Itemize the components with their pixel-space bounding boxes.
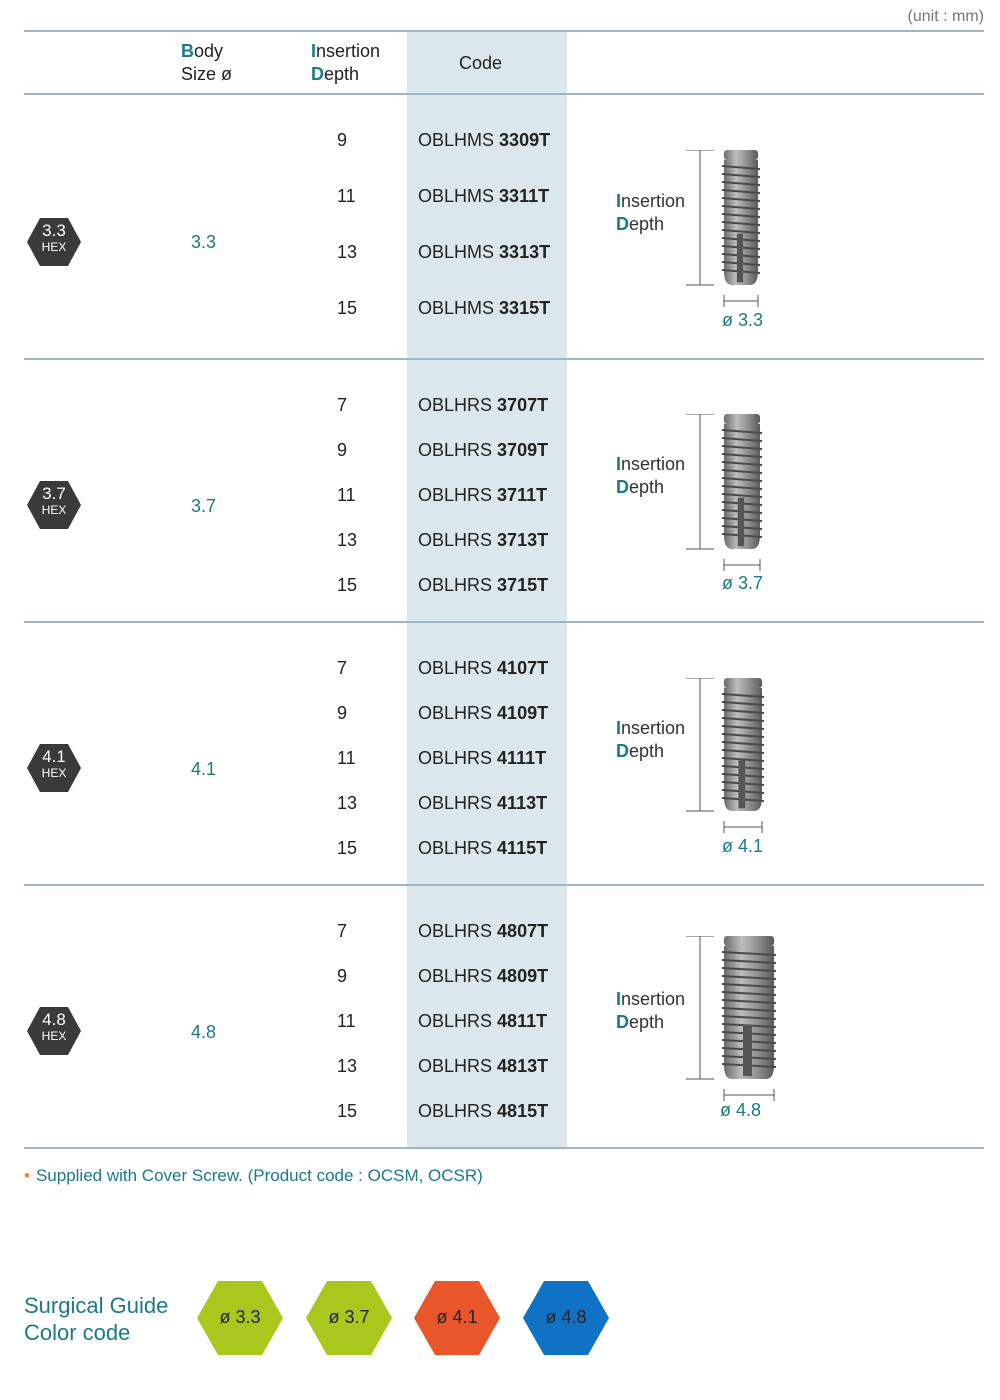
hex-badge-size: 3.7 xyxy=(42,484,66,503)
product-code: OBLHRS 4113T xyxy=(418,793,548,813)
insertion-depth-value: 11 xyxy=(337,748,356,768)
insertion-depth-value: 13 xyxy=(337,530,358,550)
product-code: OBLHMS 3315T xyxy=(418,298,551,318)
section-divider xyxy=(24,1147,984,1149)
insertion-depth-value: 7 xyxy=(337,921,348,941)
insertion-depth-label: Insertion Depth xyxy=(616,191,686,234)
guide-color-label: ø 3.3 xyxy=(219,1307,261,1327)
product-code: OBLHRS 4809T xyxy=(418,966,549,986)
hex-badge-label: HEX xyxy=(41,240,67,254)
header-bottom-rule xyxy=(24,93,984,95)
table-row xyxy=(24,485,584,509)
table-row xyxy=(24,658,584,682)
guide-color-hex xyxy=(522,1280,610,1356)
body-size-value: 4.8 xyxy=(191,1022,217,1042)
table-row xyxy=(24,575,584,599)
product-code: OBLHRS 3715T xyxy=(418,575,549,595)
table-row xyxy=(24,966,584,990)
table-top-rule xyxy=(24,30,984,32)
section-divider xyxy=(24,884,984,886)
body-size-value: 3.3 xyxy=(191,232,217,252)
implant-diameter-label: ø 3.3 xyxy=(722,310,764,330)
guide-color-hex xyxy=(305,1280,393,1356)
product-code: OBLHRS 4815T xyxy=(418,1101,549,1121)
implant-diameter-label: ø 4.8 xyxy=(720,1100,762,1120)
insertion-depth-value: 13 xyxy=(337,242,358,262)
hex-badge-label: HEX xyxy=(41,766,67,780)
hex-badge-size: 3.3 xyxy=(42,221,66,240)
implant-illustration xyxy=(684,678,782,856)
guide-color-label: ø 3.7 xyxy=(328,1307,370,1327)
table-row xyxy=(24,1011,584,1035)
header-body-size: Body Size ø xyxy=(181,41,233,84)
insertion-depth-value: 9 xyxy=(337,130,348,150)
table-row xyxy=(24,530,584,554)
product-code: OBLHMS 3311T xyxy=(418,186,550,206)
implant-diameter-label: ø 4.1 xyxy=(722,836,764,856)
product-code: OBLHMS 3313T xyxy=(418,242,551,262)
insertion-depth-value: 11 xyxy=(337,186,356,206)
header-insertion-depth: Insertion Depth xyxy=(311,41,381,84)
implant-diameter-label: ø 3.7 xyxy=(722,573,764,593)
insertion-depth-label: Insertion Depth xyxy=(616,989,686,1032)
product-code: OBLHRS 3711T xyxy=(418,485,548,505)
section-divider xyxy=(24,358,984,360)
product-code: OBLHRS 3707T xyxy=(418,395,549,415)
insertion-depth-value: 13 xyxy=(337,1056,358,1076)
surgical-guide-title: Surgical Guide Color code xyxy=(24,1293,169,1345)
implant-illustration xyxy=(684,150,778,330)
insertion-depth-value: 7 xyxy=(337,658,348,678)
table-row xyxy=(24,298,584,322)
table-row xyxy=(24,1056,584,1080)
guide-color-hex xyxy=(413,1280,501,1356)
product-code: OBLHMS 3309T xyxy=(418,130,551,150)
hex-badge-label: HEX xyxy=(41,1029,67,1043)
guide-color-hex xyxy=(196,1280,284,1356)
table-row xyxy=(24,921,584,945)
table-row xyxy=(24,242,584,266)
product-code: OBLHRS 3713T xyxy=(418,530,549,550)
hex-badge-size: 4.1 xyxy=(42,747,66,766)
table-row xyxy=(24,748,584,772)
insertion-depth-label: Insertion Depth xyxy=(616,454,686,497)
body-size-value: 4.1 xyxy=(191,759,217,779)
table-row xyxy=(24,838,584,862)
guide-color-label: ø 4.8 xyxy=(545,1307,587,1327)
product-code: OBLHRS 3709T xyxy=(418,440,549,460)
insertion-depth-value: 11 xyxy=(337,1011,356,1031)
body-size-value: 3.7 xyxy=(191,496,217,516)
insertion-depth-value: 9 xyxy=(337,703,348,723)
insertion-depth-value: 9 xyxy=(337,966,348,986)
insertion-depth-value: 9 xyxy=(337,440,348,460)
insertion-depth-value: 15 xyxy=(337,1101,358,1121)
insertion-depth-label: Insertion Depth xyxy=(616,718,686,761)
table-row xyxy=(24,793,584,817)
section-divider xyxy=(24,621,984,623)
product-code: OBLHRS 4115T xyxy=(418,838,548,858)
product-code: OBLHRS 4811T xyxy=(418,1011,548,1031)
table-row xyxy=(24,130,584,154)
product-code: OBLHRS 4813T xyxy=(418,1056,549,1076)
product-code: OBLHRS 4111T xyxy=(418,748,547,768)
product-code: OBLHRS 4807T xyxy=(418,921,549,941)
table-row xyxy=(24,395,584,419)
unit-note: (unit : mm) xyxy=(907,8,984,25)
product-code: OBLHRS 4109T xyxy=(418,703,549,723)
table-row xyxy=(24,440,584,464)
insertion-depth-value: 11 xyxy=(337,485,356,505)
table-row xyxy=(24,186,584,210)
insertion-depth-value: 15 xyxy=(337,575,358,595)
insertion-depth-value: 15 xyxy=(337,838,358,858)
header-code: Code xyxy=(459,53,503,73)
table-row xyxy=(24,1101,584,1125)
implant-illustration xyxy=(684,936,794,1124)
insertion-depth-value: 15 xyxy=(337,298,358,318)
product-code: OBLHRS 4107T xyxy=(418,658,549,678)
implant-illustration xyxy=(684,414,780,594)
hex-badge-label: HEX xyxy=(41,503,67,517)
guide-color-label: ø 4.1 xyxy=(436,1307,478,1327)
table-row xyxy=(24,703,584,727)
insertion-depth-value: 13 xyxy=(337,793,358,813)
hex-badge-size: 4.8 xyxy=(42,1010,66,1029)
cover-screw-note: • Supplied with Cover Screw. (Product code : OCSM, OCSR) xyxy=(24,1166,483,1185)
insertion-depth-value: 7 xyxy=(337,395,348,415)
